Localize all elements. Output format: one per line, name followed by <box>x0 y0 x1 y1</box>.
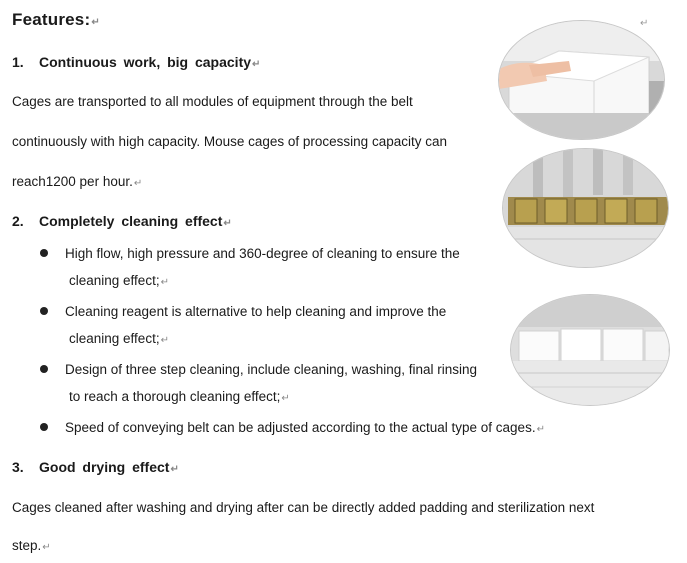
bullet-1-line-2-text: cleaning effect; <box>69 273 160 288</box>
section-1-line-1: Cages are transported to all modules of equipment through the belt <box>12 94 413 109</box>
cage-loading-photo <box>498 20 665 140</box>
paragraph-mark-icon: ↵ <box>170 464 179 475</box>
cage-drying-photo <box>510 294 670 406</box>
section-2-heading-text: Completely cleaning effect <box>39 213 223 229</box>
bullet-icon <box>40 365 48 373</box>
paragraph-mark-icon: ↵ <box>160 335 169 346</box>
bullet-2-line-2-text: cleaning effect; <box>69 331 160 346</box>
section-1-heading <box>12 54 260 70</box>
paragraph-mark-icon: ↵ <box>160 277 169 288</box>
title-text: Features: <box>12 10 91 29</box>
bullet-2-line-1: Cleaning reagent is alternative to help cleaning and improve the <box>65 304 447 319</box>
section-3-number: 3. <box>12 459 24 475</box>
bullet-3-line-1: Design of three step cleaning, include cleaning, washing, final rinsing <box>65 362 478 377</box>
section-3-line-2 <box>12 538 51 553</box>
paragraph-mark-icon: ↵ <box>91 17 100 28</box>
cage-cleaning-image <box>503 149 668 267</box>
line-return-icon: ↵ <box>640 18 649 29</box>
bullet-icon <box>40 423 48 431</box>
section-3-heading <box>12 459 179 475</box>
paragraph-mark-icon: ↵ <box>223 218 232 229</box>
page-title <box>12 10 100 30</box>
bullet-1-line-2 <box>69 273 169 288</box>
section-1-line-2: continuously with high capacity. Mouse cages of processing capacity can <box>12 134 447 149</box>
paragraph-mark-icon: ↵ <box>42 542 51 553</box>
bullet-3-line-2-text: to reach a thorough cleaning effect; <box>69 389 281 404</box>
section-3-line-1: Cages cleaned after washing and drying after can be directly added padding and sterilization next <box>12 500 595 515</box>
paragraph-mark-icon: ↵ <box>536 424 545 435</box>
bullet-4-line-1 <box>65 420 545 435</box>
cage-loading-image <box>499 21 664 139</box>
section-2-heading <box>12 213 232 229</box>
section-2-number: 2. <box>12 213 24 229</box>
cage-drying-image <box>511 295 669 405</box>
section-1-heading-text: Continuous work, big capacity <box>39 54 252 70</box>
bullet-1-line-1: High flow, high pressure and 360-degree of cleaning to ensure the <box>65 246 460 261</box>
bullet-3-line-2 <box>69 389 290 404</box>
bullet-4-line-1-text: Speed of conveying belt can be adjusted according to the actual type of cages. <box>65 420 536 435</box>
section-3-line-2-text: step. <box>12 538 42 553</box>
section-1-number: 1. <box>12 54 24 70</box>
section-1-line-3 <box>12 174 142 189</box>
bullet-icon <box>40 249 48 257</box>
cage-cleaning-photo <box>502 148 669 268</box>
section-1-line-3-text: reach1200 per hour. <box>12 174 133 189</box>
paragraph-mark-icon: ↵ <box>133 178 143 189</box>
section-3-heading-text: Good drying effect <box>39 459 170 475</box>
paragraph-mark-icon: ↵ <box>252 59 261 70</box>
bullet-icon <box>40 307 48 315</box>
bullet-2-line-2 <box>69 331 169 346</box>
paragraph-mark-icon: ↵ <box>281 393 290 404</box>
